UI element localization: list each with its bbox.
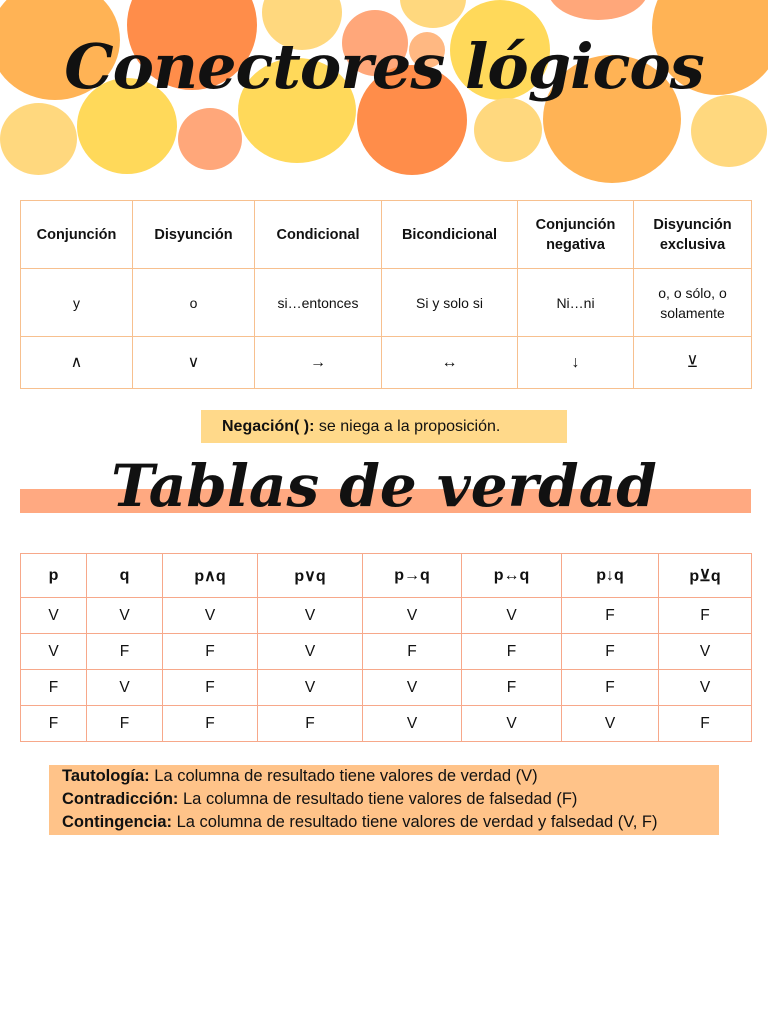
connector-symbol: ⊻ bbox=[634, 337, 752, 389]
truth-table bbox=[20, 553, 752, 742]
truth-cell: F bbox=[462, 670, 562, 706]
truth-cell: F bbox=[87, 634, 163, 670]
decor-circle bbox=[0, 103, 77, 175]
page-title: Conectores lógicos bbox=[64, 30, 704, 103]
truth-cell: V bbox=[258, 598, 363, 634]
decor-circle bbox=[474, 98, 542, 162]
truth-cell: V bbox=[87, 598, 163, 634]
connector-symbol: ↓ bbox=[518, 337, 634, 389]
truth-cell: F bbox=[87, 706, 163, 742]
negation-box bbox=[201, 410, 567, 443]
truth-cell: F bbox=[163, 706, 258, 742]
truth-header-cell: p↓q bbox=[562, 554, 659, 598]
connector-name: Bicondicional bbox=[382, 201, 518, 269]
truth-cell: V bbox=[363, 598, 462, 634]
truth-table-row bbox=[21, 634, 752, 670]
truth-cell: V bbox=[21, 634, 87, 670]
truth-cell: V bbox=[363, 670, 462, 706]
connector-name: Conjunción bbox=[21, 201, 133, 269]
truth-tables-title: Tablas de verdad bbox=[111, 452, 657, 520]
truth-cell: F bbox=[659, 598, 752, 634]
truth-cell: F bbox=[163, 634, 258, 670]
truth-table-row bbox=[21, 670, 752, 706]
truth-cell: V bbox=[659, 670, 752, 706]
connector-word: o, o sólo, o solamente bbox=[634, 269, 752, 337]
connector-symbol: ∨ bbox=[133, 337, 255, 389]
connectors-table bbox=[20, 200, 752, 389]
definition-tautology bbox=[62, 765, 706, 788]
definition-text: La columna de resultado tiene valores de verdad y falsedad (V, F) bbox=[172, 813, 658, 831]
decor-circle bbox=[691, 95, 767, 167]
connectors-words-row bbox=[21, 269, 752, 337]
truth-table-header-row bbox=[21, 554, 752, 598]
truth-table-row bbox=[21, 598, 752, 634]
connector-word: y bbox=[21, 269, 133, 337]
definition-term: Contingencia: bbox=[62, 813, 172, 831]
truth-cell: F bbox=[659, 706, 752, 742]
definition-text: La columna de resultado tiene valores de falsedad (F) bbox=[178, 790, 578, 808]
truth-cell: V bbox=[163, 598, 258, 634]
connectors-header-row bbox=[21, 201, 752, 269]
connector-name: Disyunción exclusiva bbox=[634, 201, 752, 269]
truth-cell: V bbox=[363, 706, 462, 742]
definition-term: Tautología: bbox=[62, 767, 150, 785]
truth-cell: F bbox=[562, 598, 659, 634]
decor-circle bbox=[178, 108, 242, 170]
connector-name: Disyunción bbox=[133, 201, 255, 269]
decorative-header bbox=[0, 0, 768, 190]
connector-word: Si y solo si bbox=[382, 269, 518, 337]
truth-header-cell: p→q bbox=[363, 554, 462, 598]
definitions-box bbox=[49, 765, 719, 835]
negation-label: Negación( ): bbox=[222, 418, 315, 435]
connector-word: Ni…ni bbox=[518, 269, 634, 337]
negation-text: se niega a la proposición. bbox=[314, 418, 501, 435]
connectors-symbols-row bbox=[21, 337, 752, 389]
truth-header-cell: p bbox=[21, 554, 87, 598]
definition-text: La columna de resultado tiene valores de verdad (V) bbox=[149, 767, 538, 785]
definition-term: Contradicción: bbox=[62, 790, 179, 808]
decor-circle bbox=[548, 0, 648, 20]
truth-cell: F bbox=[258, 706, 363, 742]
truth-cell: F bbox=[562, 634, 659, 670]
connector-word: o bbox=[133, 269, 255, 337]
connector-word: si…entonces bbox=[255, 269, 382, 337]
definition-contingency bbox=[62, 811, 706, 834]
truth-cell: F bbox=[363, 634, 462, 670]
truth-cell: V bbox=[87, 670, 163, 706]
connector-symbol: ↔ bbox=[382, 337, 518, 389]
truth-header-cell: q bbox=[87, 554, 163, 598]
truth-cell: V bbox=[258, 670, 363, 706]
truth-cell: V bbox=[21, 598, 87, 634]
truth-cell: F bbox=[562, 670, 659, 706]
truth-cell: V bbox=[462, 706, 562, 742]
truth-header-cell: p∨q bbox=[258, 554, 363, 598]
truth-cell: F bbox=[21, 670, 87, 706]
connector-name: Condicional bbox=[255, 201, 382, 269]
definition-contradiction bbox=[62, 788, 706, 811]
truth-header-cell: p⊻q bbox=[659, 554, 752, 598]
truth-cell: F bbox=[21, 706, 87, 742]
truth-cell: V bbox=[659, 634, 752, 670]
truth-header-cell: p↔q bbox=[462, 554, 562, 598]
connector-name: Conjunción negativa bbox=[518, 201, 634, 269]
truth-table-row bbox=[21, 706, 752, 742]
truth-cell: F bbox=[462, 634, 562, 670]
truth-cell: V bbox=[462, 598, 562, 634]
connector-symbol: → bbox=[255, 337, 382, 389]
truth-cell: V bbox=[562, 706, 659, 742]
connector-symbol: ∧ bbox=[21, 337, 133, 389]
truth-cell: V bbox=[258, 634, 363, 670]
truth-cell: F bbox=[163, 670, 258, 706]
truth-header-cell: p∧q bbox=[163, 554, 258, 598]
